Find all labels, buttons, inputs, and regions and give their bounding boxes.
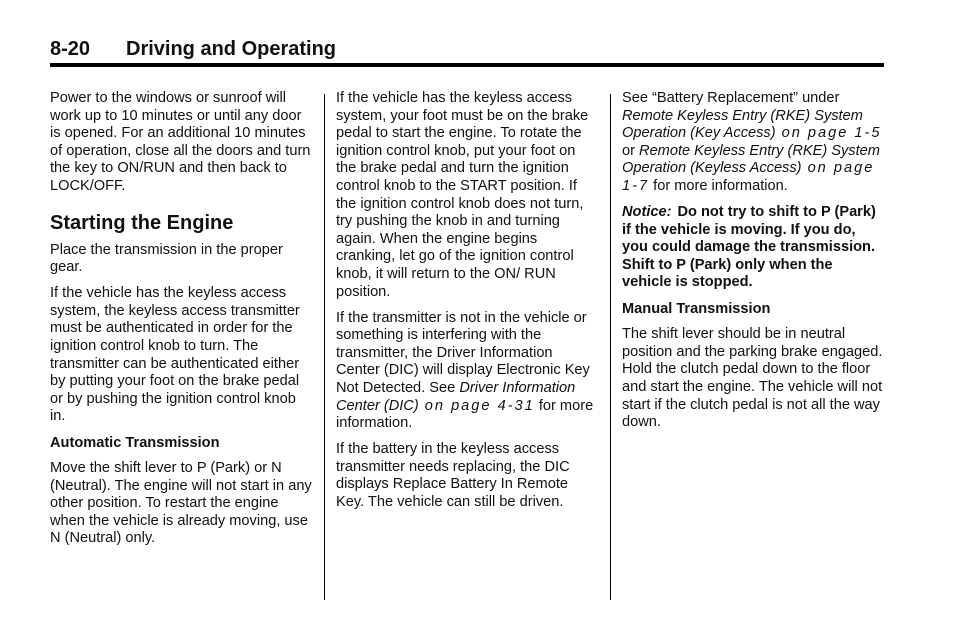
text: If the transmitter is not in the vehicle or something is interfering with the transmitter, the Driver Information Center (DIC) will display Electronic Key Not Detected. See [336,309,590,396]
column-1 [50,90,312,557]
subheading-automatic-transmission: Automatic Transmission [50,434,220,451]
paragraph: Move the shift lever to P (Park) or N (Neutral). The engine will not start in any other position. To restart the engine when the vehicle is already moving, use N (Neutral) only. [50,460,312,547]
header-rule [50,63,884,67]
subheading-manual-transmission: Manual Transmission [622,300,771,317]
cross-reference: Remote Keyless Entry (RKE) System Operation (Key Access) [622,107,863,142]
cross-reference: Remote Keyless Entry (RKE) System Operation (Keyless Access) [622,142,880,177]
text: or [622,142,640,159]
page-reference: on page 1-5 [775,125,882,142]
column-2 [336,90,598,520]
heading-starting-engine: Starting the Engine [50,211,234,234]
paragraph: Place the transmission in the proper gear. [50,241,283,276]
text: See “Battery Replacement” under [622,90,840,106]
section-title: Driving and Operating [126,38,337,60]
text: on [418,397,452,414]
notice [622,204,884,292]
text: for more information. [649,177,788,194]
cross-reference: Driver Information Center (DIC) [336,380,576,414]
page-number: 8-20 [50,38,91,60]
notice-text: Do not try to shift to P (Park) if the vehicle is moving. If you do, you could damage the transmission. Shift to P (Park) only when the vehicle is stopped. [622,204,876,291]
paragraph: The shift lever should be in neutral position and the parking brake engaged. Hold the clutch pedal down to the floor and start the engine. The vehicle will not start if the clutch pedal is not all the way down. [622,326,883,431]
notice-label: Notice: [622,204,672,221]
paragraph: If the vehicle has the keyless access system, the keyless access transmitter must be authenticated in order for the ignition control knob to turn. The transmitter can be authenticated either by putting your foot on the brake pedal or by pushing the ignition control knob in. [50,285,300,425]
column-divider [610,94,611,600]
paragraph: If the battery in the keyless access transmitter needs replacing, the DIC displays Replace Battery In Remote Key. The vehicle can still be driven. [336,441,570,511]
column-divider [324,94,325,600]
page-reference: on page 1-7 [622,160,875,194]
page-reference: page 4-31 [451,397,535,414]
paragraph: Power to the windows or sunroof will work up to 10 minutes or until any door is opened. For an additional 10 minutes of operation, close all the doors and turn the key to ON/RUN and then back to LOCK/OFF. [50,90,311,194]
column-3 [622,90,884,440]
paragraph [336,310,598,433]
paragraph [622,90,884,196]
paragraph: If the vehicle has the keyless access system, your foot must be on the brake pedal to start the engine. To rotate the ignition control knob, put your foot on the brake pedal and turn the ignition control knob to the START position. If the ignition control knob does not turn, try pushing the knob in and turning again. When the engine begins cranking, let go of the ignition control knob, it will return to the ON/ RUN position. [336,90,589,300]
text: for more information. [336,397,594,432]
